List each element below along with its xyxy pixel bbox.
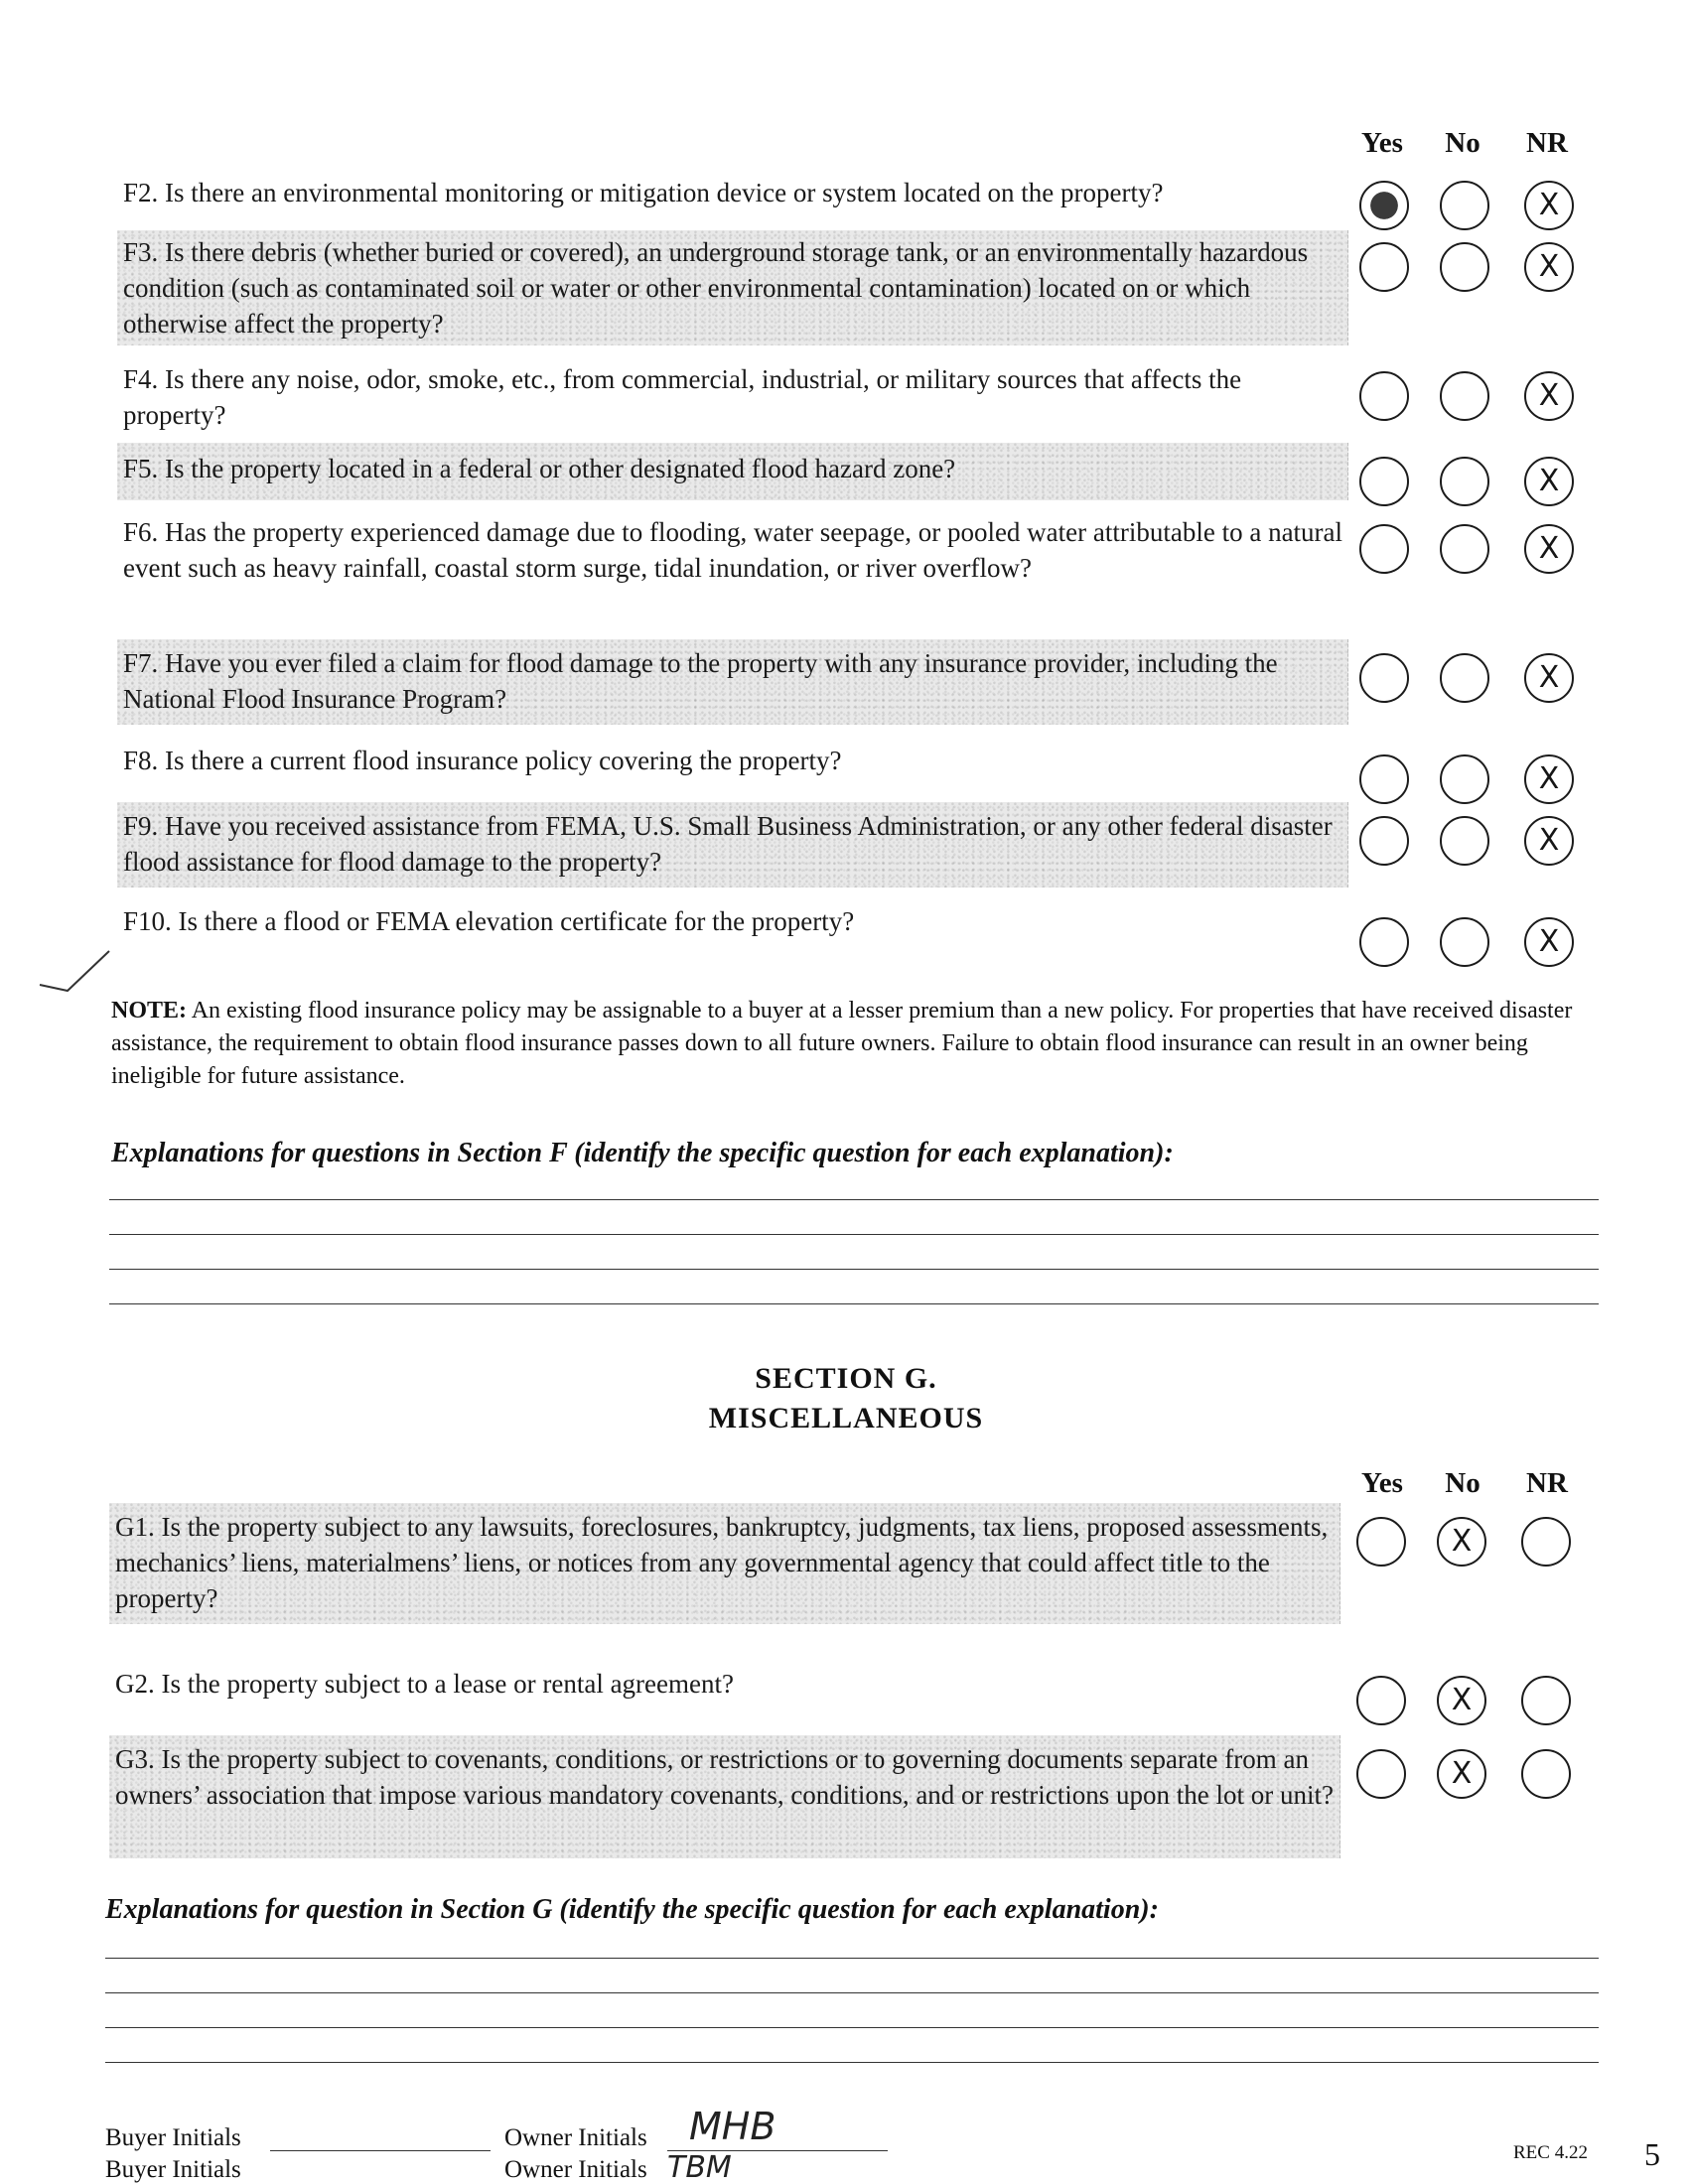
f9-nr-radio[interactable]: X — [1524, 816, 1574, 866]
f2-nr-radio[interactable]: X — [1524, 181, 1574, 230]
section-f-explanation-line-1[interactable] — [109, 1199, 1599, 1200]
section-g-explanation-line-3[interactable] — [105, 2027, 1599, 2028]
buyer-initials-label-2: Buyer Initials — [105, 2156, 241, 2183]
f6-no-radio[interactable] — [1440, 524, 1489, 574]
question-text-g2: G2. Is the property subject to a lease or rental agreement? — [115, 1669, 734, 1699]
owner-initials-label-2: Owner Initials — [504, 2156, 647, 2183]
question-text-f8: F8. Is there a current flood insurance policy covering the property? — [123, 746, 842, 775]
f-col-yes-header: Yes — [1361, 127, 1403, 159]
f3-nr-radio[interactable]: X — [1524, 242, 1574, 292]
note-text: An existing flood insurance policy may be assignable to a buyer at a lesser premium than a new policy. For properties that have received disaster assistance, the requirement to obtain flood insurance passes down to all future owners. Failure to obtain flood insurance can result in an owner being ineligible for future assistance. — [111, 998, 1573, 1089]
note-label: NOTE: — [111, 998, 188, 1024]
question-row-f2 — [117, 171, 1348, 218]
f2-yes-radio[interactable] — [1359, 181, 1409, 230]
question-row-f4 — [117, 357, 1348, 437]
f2-no-radio[interactable] — [1440, 181, 1489, 230]
question-text-f5: F5. Is the property located in a federal or other designated flood hazard zone? — [123, 454, 956, 483]
margin-check-mark — [36, 945, 115, 997]
g2-yes-radio[interactable] — [1356, 1676, 1406, 1725]
buyer-initials-field-1[interactable] — [270, 2150, 491, 2151]
section-g-explanations-label: Explanations for question in Section G (identify the specific question for each explanation): — [105, 1894, 1159, 1925]
section-g-explanation-line-4[interactable] — [105, 2062, 1599, 2063]
g3-nr-radio[interactable] — [1521, 1749, 1571, 1799]
question-row-f10 — [117, 899, 1348, 955]
question-text-g3: G3. Is the property subject to covenants, conditions, or restrictions or to governing documents separate from an owners’ association that impose various mandatory covenants, conditions, and or restrictions upon the lot or unit? — [115, 1744, 1334, 1810]
f3-no-radio[interactable] — [1440, 242, 1489, 292]
question-row-g3 — [109, 1735, 1340, 1858]
flood-insurance-note — [111, 995, 1591, 1093]
section-g-subheading: MISCELLANEOUS — [708, 1402, 984, 1434]
f5-nr-radio[interactable]: X — [1524, 457, 1574, 506]
question-row-f5 — [117, 443, 1348, 500]
g3-yes-radio[interactable] — [1356, 1749, 1406, 1799]
f10-no-radio[interactable] — [1440, 917, 1489, 967]
page-number: 5 — [1644, 2136, 1660, 2172]
f7-nr-radio[interactable]: X — [1524, 653, 1574, 703]
question-text-f2: F2. Is there an environmental monitoring or mitigation device or system located on the property? — [123, 178, 1164, 207]
f7-yes-radio[interactable] — [1359, 653, 1409, 703]
g-col-no-header: No — [1445, 1467, 1480, 1499]
question-text-f7: F7. Have you ever filed a claim for flood damage to the property with any insurance provider, including the National Flood Insurance Program? — [123, 648, 1278, 714]
question-row-f6 — [117, 510, 1348, 625]
question-text-f3: F3. Is there debris (whether buried or covered), an underground storage tank, or an environmentally hazardous condition (such as contaminated soil or water or other environmental contamination) located on or which otherwise affect the property? — [123, 237, 1309, 339]
question-row-f8 — [117, 737, 1348, 798]
f8-no-radio[interactable] — [1440, 754, 1489, 804]
f5-yes-radio[interactable] — [1359, 457, 1409, 506]
g-col-yes-header: Yes — [1361, 1467, 1403, 1499]
section-g-explanation-line-2[interactable] — [105, 1992, 1599, 1993]
question-row-f3 — [117, 230, 1348, 345]
g-col-nr-header: NR — [1526, 1467, 1568, 1499]
g3-no-radio[interactable]: X — [1437, 1749, 1486, 1799]
g2-nr-radio[interactable] — [1521, 1676, 1571, 1725]
question-text-f9: F9. Have you received assistance from FEMA, U.S. Small Business Administration, or any other federal disaster flood assistance for flood damage to the property? — [123, 811, 1333, 877]
f-col-nr-header: NR — [1526, 127, 1568, 159]
section-g-heading: SECTION G. — [755, 1362, 937, 1395]
f3-yes-radio[interactable] — [1359, 242, 1409, 292]
question-text-f4: F4. Is there any noise, odor, smoke, etc., from commercial, industrial, or military sources that affects the property? — [123, 364, 1242, 430]
f4-nr-radio[interactable]: X — [1524, 371, 1574, 421]
f7-no-radio[interactable] — [1440, 653, 1489, 703]
f9-yes-radio[interactable] — [1359, 816, 1409, 866]
f4-yes-radio[interactable] — [1359, 371, 1409, 421]
f10-yes-radio[interactable] — [1359, 917, 1409, 967]
f8-nr-radio[interactable]: X — [1524, 754, 1574, 804]
section-f-explanation-line-3[interactable] — [109, 1269, 1599, 1270]
section-f-explanation-line-2[interactable] — [109, 1234, 1599, 1235]
owner-initials-handwritten-1: MHB — [689, 2105, 776, 2148]
question-row-g2 — [109, 1660, 1340, 1715]
g2-no-radio[interactable]: X — [1437, 1676, 1486, 1725]
section-f-explanations-label: Explanations for questions in Section F (identify the specific question for each explanation): — [111, 1138, 1174, 1168]
question-text-f10: F10. Is there a flood or FEMA elevation certificate for the property? — [123, 906, 855, 936]
f9-no-radio[interactable] — [1440, 816, 1489, 866]
question-text-g1: G1. Is the property subject to any lawsuits, foreclosures, bankruptcy, judgments, tax liens, proposed assessments, mechanics’ liens, materialmens’ liens, or notices from any governmental agency that could affect title to the property? — [115, 1512, 1329, 1613]
f5-no-radio[interactable] — [1440, 457, 1489, 506]
question-row-f7 — [117, 639, 1348, 725]
owner-initials-handwritten-2: TBM — [667, 2150, 732, 2184]
buyer-initials-label-1: Buyer Initials — [105, 2124, 241, 2151]
question-row-f9 — [117, 802, 1348, 887]
f10-nr-radio[interactable]: X — [1524, 917, 1574, 967]
section-f-explanation-line-4[interactable] — [109, 1303, 1599, 1304]
g1-no-radio[interactable]: X — [1437, 1517, 1486, 1567]
owner-initials-label-1: Owner Initials — [504, 2124, 647, 2151]
f6-nr-radio[interactable]: X — [1524, 524, 1574, 574]
g1-yes-radio[interactable] — [1356, 1517, 1406, 1567]
question-row-g1 — [109, 1503, 1340, 1624]
g1-nr-radio[interactable] — [1521, 1517, 1571, 1567]
form-code: REC 4.22 — [1513, 2142, 1588, 2163]
f8-yes-radio[interactable] — [1359, 754, 1409, 804]
f-col-no-header: No — [1445, 127, 1480, 159]
section-g-explanation-line-1[interactable] — [105, 1958, 1599, 1959]
question-text-f6: F6. Has the property experienced damage due to flooding, water seepage, or pooled water attributable to a natural event such as heavy rainfall, coastal storm surge, tidal inundation, or river overflow? — [123, 517, 1343, 583]
f4-no-radio[interactable] — [1440, 371, 1489, 421]
f6-yes-radio[interactable] — [1359, 524, 1409, 574]
